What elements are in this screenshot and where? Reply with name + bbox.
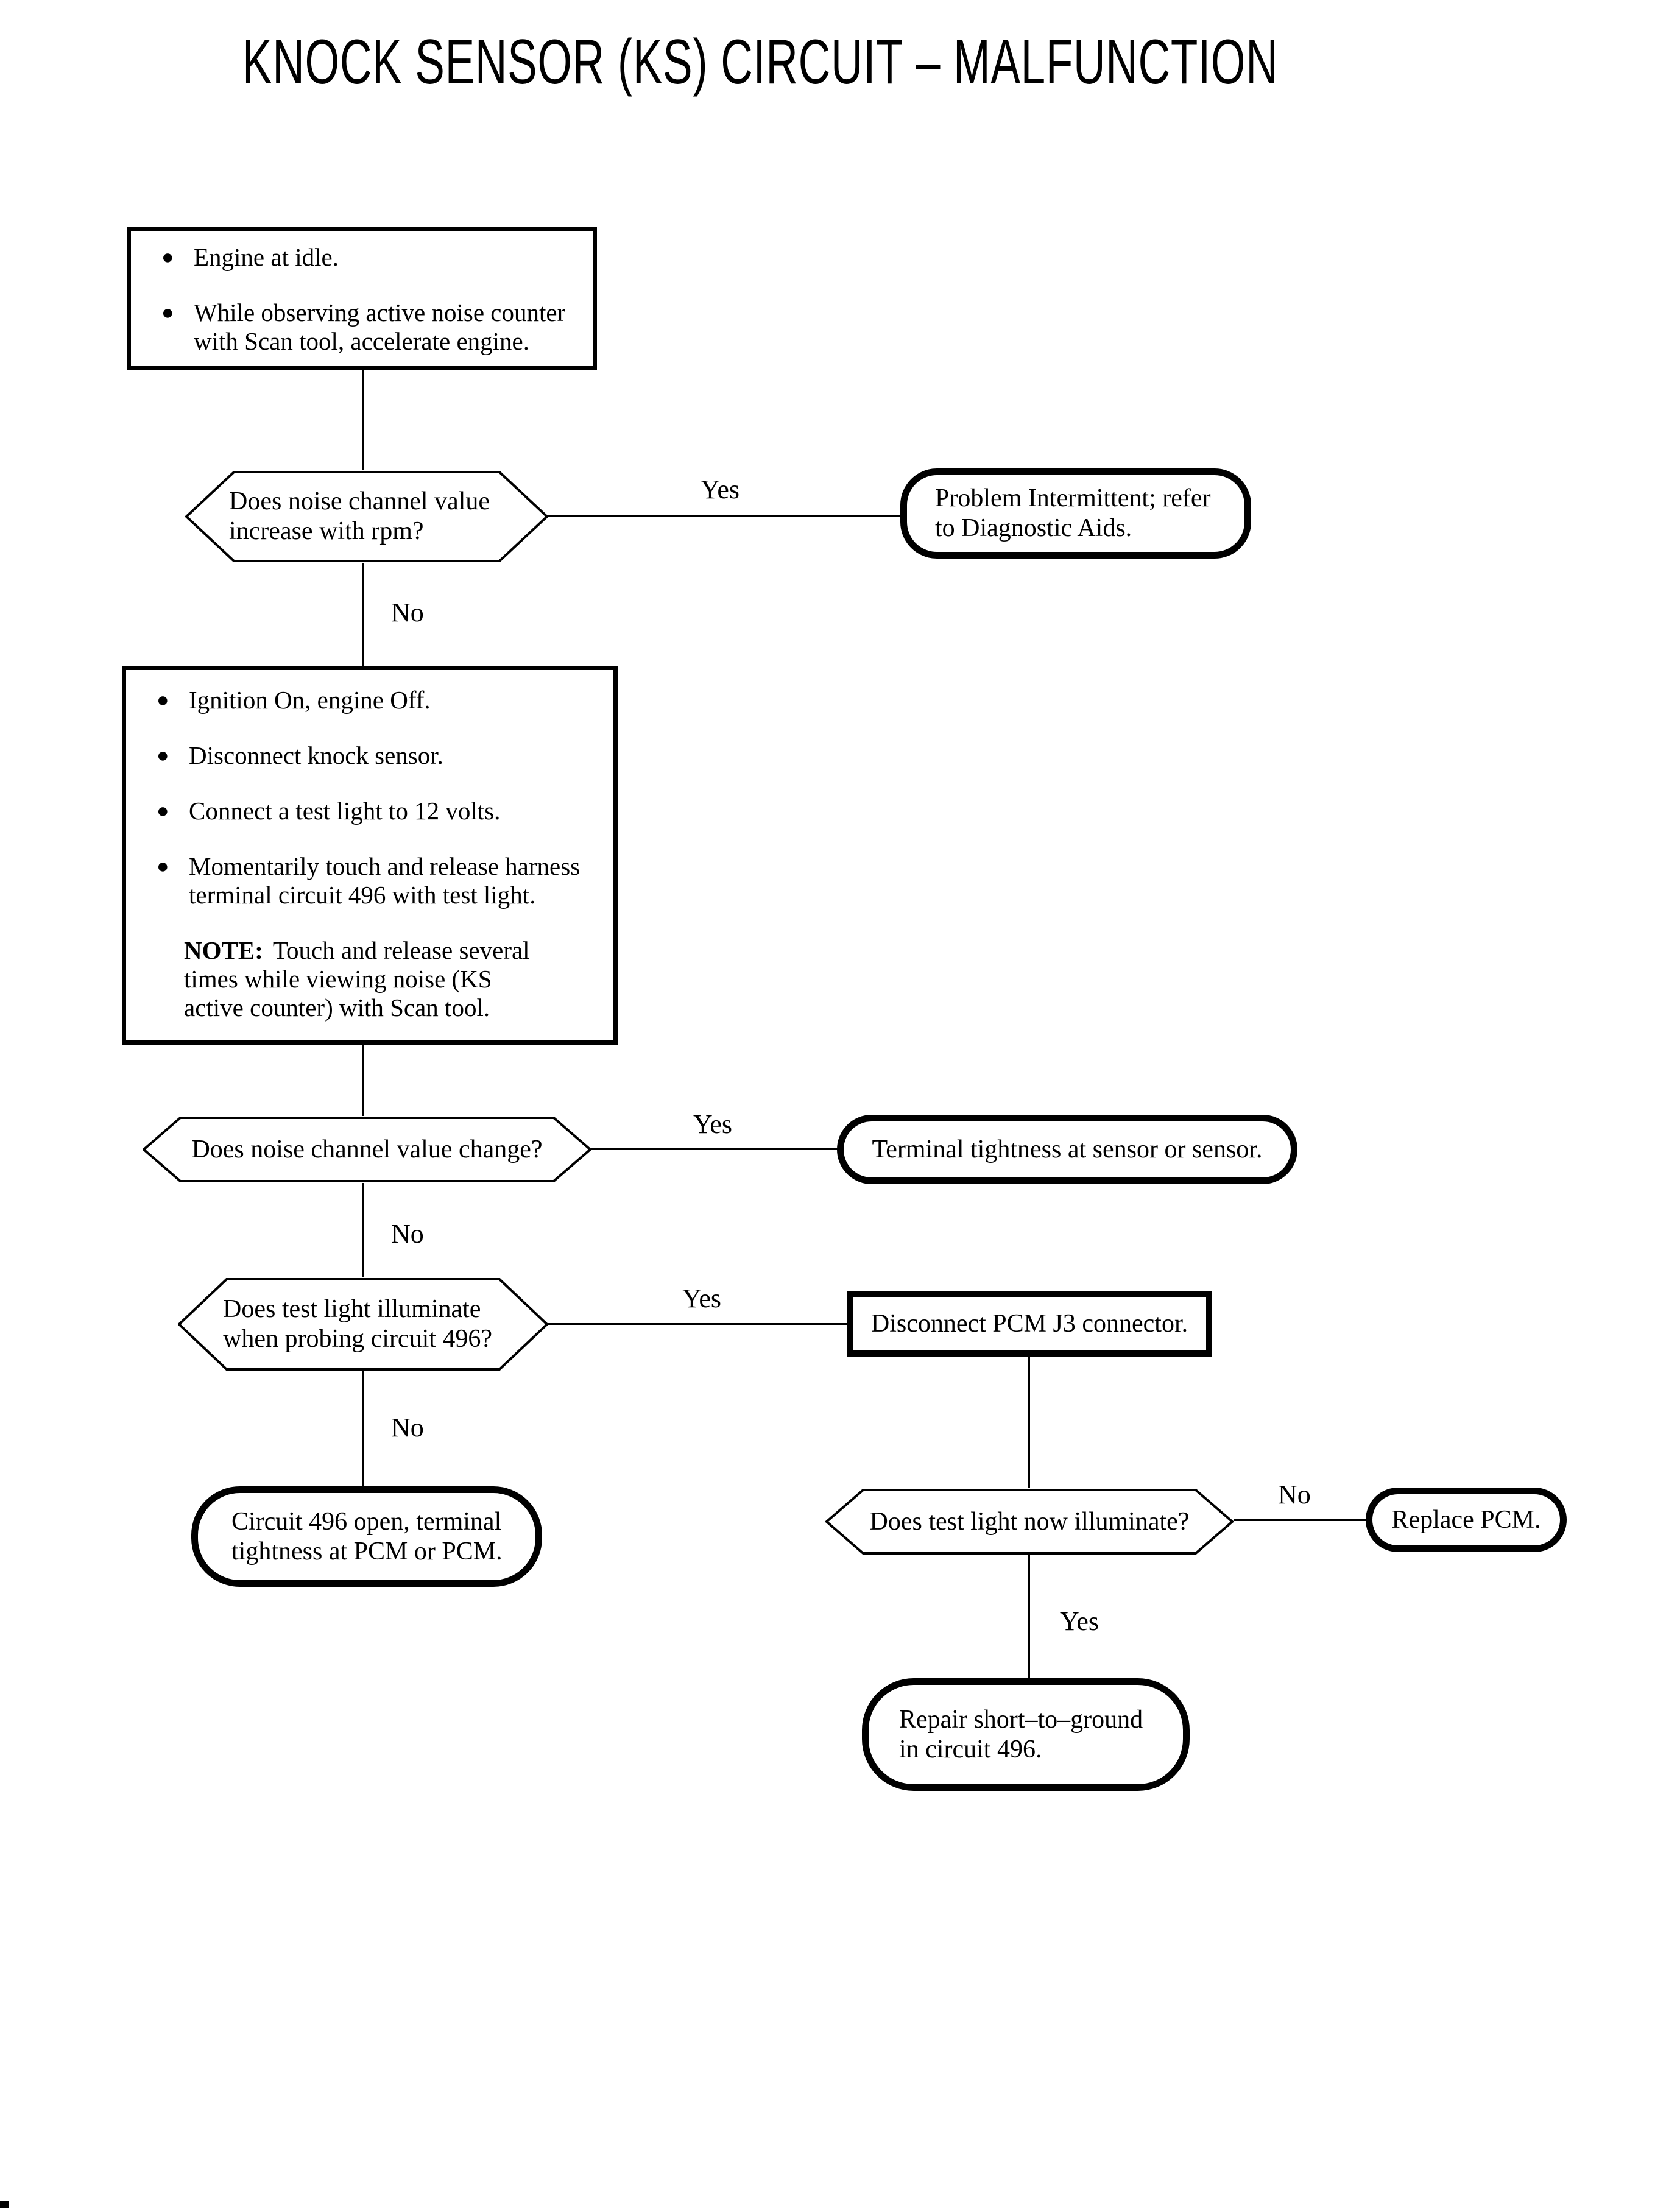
- action-line: Disconnect PCM J3 connector.: [870, 1310, 1188, 1338]
- bullet-item: [152, 852, 607, 909]
- bullet-icon: ●: [157, 744, 169, 767]
- decision-line: Does test light illuminate: [223, 1295, 481, 1323]
- connector-decision2-no: [362, 1183, 364, 1277]
- bullet-line: While observing active noise counter: [194, 298, 566, 327]
- edge-label-decision3-no: No: [391, 1413, 424, 1442]
- bullet-line: with Scan tool, accelerate engine.: [194, 327, 529, 355]
- bullet-line: terminal circuit 496 with test light.: [189, 881, 536, 909]
- edge-label-decision2-no: No: [391, 1219, 424, 1249]
- terminal-repair-short: [862, 1678, 1190, 1791]
- terminal-line: Repair short–to–ground: [899, 1705, 1143, 1734]
- bullet-line: Ignition On, engine Off.: [189, 686, 431, 714]
- edge-label-decision2-yes: Yes: [693, 1109, 733, 1139]
- bullet-icon: ●: [161, 302, 174, 324]
- decision-testlight-496: [178, 1277, 548, 1371]
- connector-decision3-yes: [548, 1323, 847, 1325]
- terminal-problem-intermittent: [900, 468, 1251, 559]
- connector-decision4-yes: [1028, 1552, 1030, 1678]
- process-step1: [127, 227, 597, 370]
- bullet-item: [152, 797, 607, 825]
- terminal-line: Replace PCM.: [1391, 1505, 1541, 1534]
- bullet-item: [157, 243, 581, 272]
- note-line: times while viewing noise (KS: [184, 965, 492, 993]
- connector-decision1-yes: [548, 515, 900, 517]
- note-line: Touch and release several: [272, 936, 530, 964]
- terminal-line: tightness at PCM or PCM.: [231, 1537, 503, 1566]
- connector-step2-decision2: [362, 1045, 364, 1116]
- decision-line: Does noise channel value change?: [191, 1135, 543, 1163]
- terminal-line: in circuit 496.: [899, 1735, 1042, 1763]
- page-title: KNOCK SENSOR (KS) CIRCUIT – MALFUNCTION: [242, 27, 1279, 97]
- decision-line: Does test light now illuminate?: [869, 1507, 1190, 1536]
- bullet-icon: ●: [157, 855, 169, 878]
- bullet-icon: ●: [161, 246, 174, 269]
- decision-line: increase with rpm?: [229, 517, 424, 545]
- connector-action-decision4: [1028, 1357, 1030, 1488]
- terminal-circuit-496-open: [191, 1486, 542, 1587]
- edge-label-decision4-no: No: [1278, 1480, 1311, 1509]
- decision-line: Does noise channel value: [229, 487, 490, 515]
- edge-label-decision1-yes: Yes: [701, 475, 740, 504]
- terminal-line: Problem Intermittent; refer: [935, 484, 1211, 512]
- note-label: NOTE:: [184, 936, 263, 964]
- connector-decision3-no: [362, 1371, 364, 1486]
- decision-noise-increase: [185, 470, 548, 563]
- decision-testlight-now: [825, 1488, 1234, 1555]
- bullet-item: [152, 741, 607, 770]
- process-step2: [122, 666, 618, 1045]
- bullet-icon: ●: [157, 689, 169, 711]
- connector-decision2-yes: [591, 1148, 839, 1150]
- action-disconnect-pcm-j3: [847, 1291, 1212, 1357]
- bullet-line: Momentarily touch and release harness: [189, 852, 581, 880]
- bullet-line: Disconnect knock sensor.: [189, 741, 443, 769]
- bullet-item: [157, 298, 581, 356]
- scan-artifact: [0, 2201, 9, 2208]
- decision-noise-change: [143, 1116, 591, 1183]
- note-block: [184, 936, 607, 1022]
- bullet-line: Engine at idle.: [194, 243, 339, 271]
- edge-label-decision1-no: No: [391, 598, 424, 627]
- connector-decision4-no: [1234, 1519, 1366, 1521]
- terminal-line: Circuit 496 open, terminal: [231, 1507, 502, 1536]
- connector-step1-decision1: [362, 370, 364, 470]
- bullet-line: Connect a test light to 12 volts.: [189, 797, 501, 825]
- bullet-item: [152, 686, 607, 715]
- connector-decision1-no: [362, 563, 364, 666]
- terminal-line: to Diagnostic Aids.: [935, 514, 1132, 542]
- terminal-line: Terminal tightness at sensor or sensor.: [872, 1135, 1263, 1163]
- bullet-icon: ●: [157, 800, 169, 822]
- edge-label-decision3-yes: Yes: [682, 1283, 722, 1313]
- decision-line: when probing circuit 496?: [223, 1325, 493, 1353]
- terminal-terminal-tightness: [837, 1115, 1297, 1184]
- note-line: active counter) with Scan tool.: [184, 994, 490, 1022]
- edge-label-decision4-yes: Yes: [1060, 1606, 1099, 1636]
- terminal-replace-pcm: [1366, 1488, 1567, 1552]
